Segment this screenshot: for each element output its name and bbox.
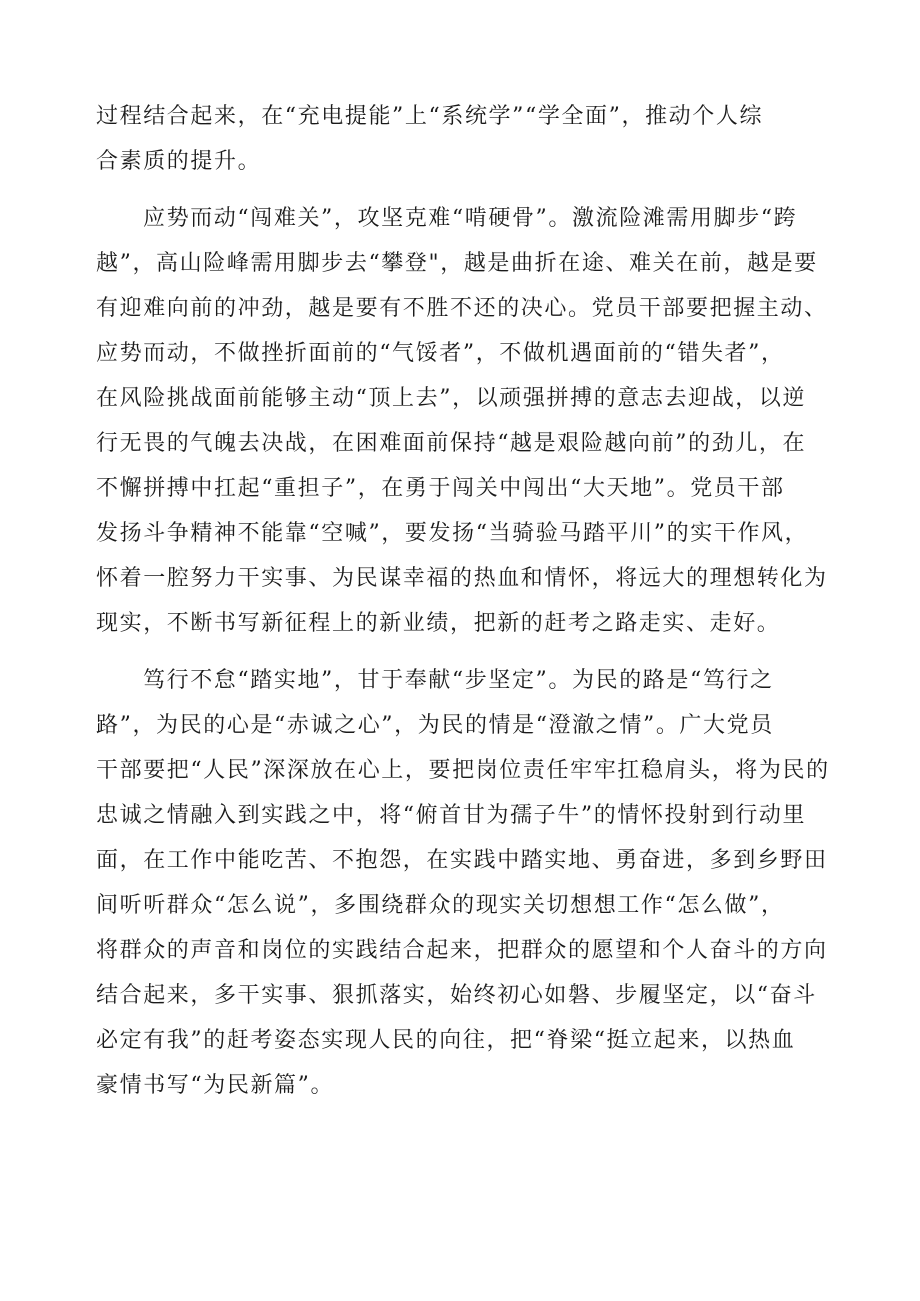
text-line: 发扬斗争精神不能靠“空喊”，要发扬“当骑验马踏平川”的实干作风， bbox=[96, 521, 809, 546]
text-line: 间听听群众“怎么说”，多围绕群众的现实关切想想工作“怎么做”， bbox=[96, 893, 785, 918]
text-line: 应势而动，不做挫折面前的“气馁者”，不做机遇面前的“错失者”， bbox=[96, 341, 785, 366]
text-line: 将群众的声音和岗位的实践结合起来，把群众的愿望和个人奋斗的方向 bbox=[96, 938, 828, 963]
text-line: 合素质的提升。 bbox=[96, 149, 262, 174]
text-line: 怀着一腔努力干实事、为民谋幸福的热血和情怀，将远大的理想转化为 bbox=[96, 566, 828, 591]
text-line: 在风险挑战面前能够主动“顶上去”，以顽强拼搏的意志去迎战，以逆 bbox=[96, 386, 807, 411]
text-line: 有迎难向前的冲劲，越是要有不胜不还的决心。党员干部要把握主动、 bbox=[96, 296, 828, 321]
paragraph bbox=[96, 658, 830, 1108]
text-line: 行无畏的气魄去决战，在困难面前保持“越是艰险越向前”的劲儿，在 bbox=[96, 431, 807, 456]
text-line: 应势而动“闯难关”，攻坚克难“啃硬骨”。激流险滩需用脚步“跨 bbox=[143, 206, 798, 231]
text-line: 现实，不断书写新征程上的新业绩，把新的赶考之路走实、走好。 bbox=[96, 611, 781, 636]
text-line: 路”，为民的心是“赤诚之心”，为民的情是“澄澈之情”。广大党员 bbox=[96, 713, 774, 738]
text-line: 不懈拼搏中扛起“重担子”，在勇于闯关中闯出“大天地”。党员干部 bbox=[96, 476, 785, 501]
text-line: 必定有我”的赶考姿态实现人民的向往，把“脊梁“挺立起来，以热血 bbox=[96, 1028, 796, 1053]
text-line: 忠诚之情融入到实践之中，将“俯首甘为孺子牛”的情怀投射到行动里 bbox=[96, 803, 807, 828]
document-body bbox=[96, 94, 830, 1108]
text-line: 豪情书写“为民新篇”。 bbox=[96, 1073, 335, 1098]
text-line: 面，在工作中能吃苦、不抱怨，在实践中踏实地、勇奋进，多到乡野田 bbox=[96, 848, 828, 873]
text-line: 笃行不怠“踏实地”，甘于奉献“步坚定”。为民的路是“笃行之 bbox=[143, 668, 774, 693]
paragraph bbox=[96, 196, 826, 646]
text-line: 结合起来，多干实事、狠抓落实，始终初心如磐、步履坚定，以“奋斗 bbox=[96, 983, 817, 1008]
paragraph bbox=[96, 94, 826, 184]
text-line: 过程结合起来，在“充电提能”上“系统学”“学全面”，推动个人综 bbox=[96, 104, 764, 129]
text-line: 越”，高山险峰需用脚步去“攀登"，越是曲折在途、难关在前，越是要 bbox=[96, 251, 818, 276]
text-line: 干部要把“人民”深深放在心上，要把岗位责任牢牢扛稳肩头，将为民的 bbox=[96, 758, 830, 783]
